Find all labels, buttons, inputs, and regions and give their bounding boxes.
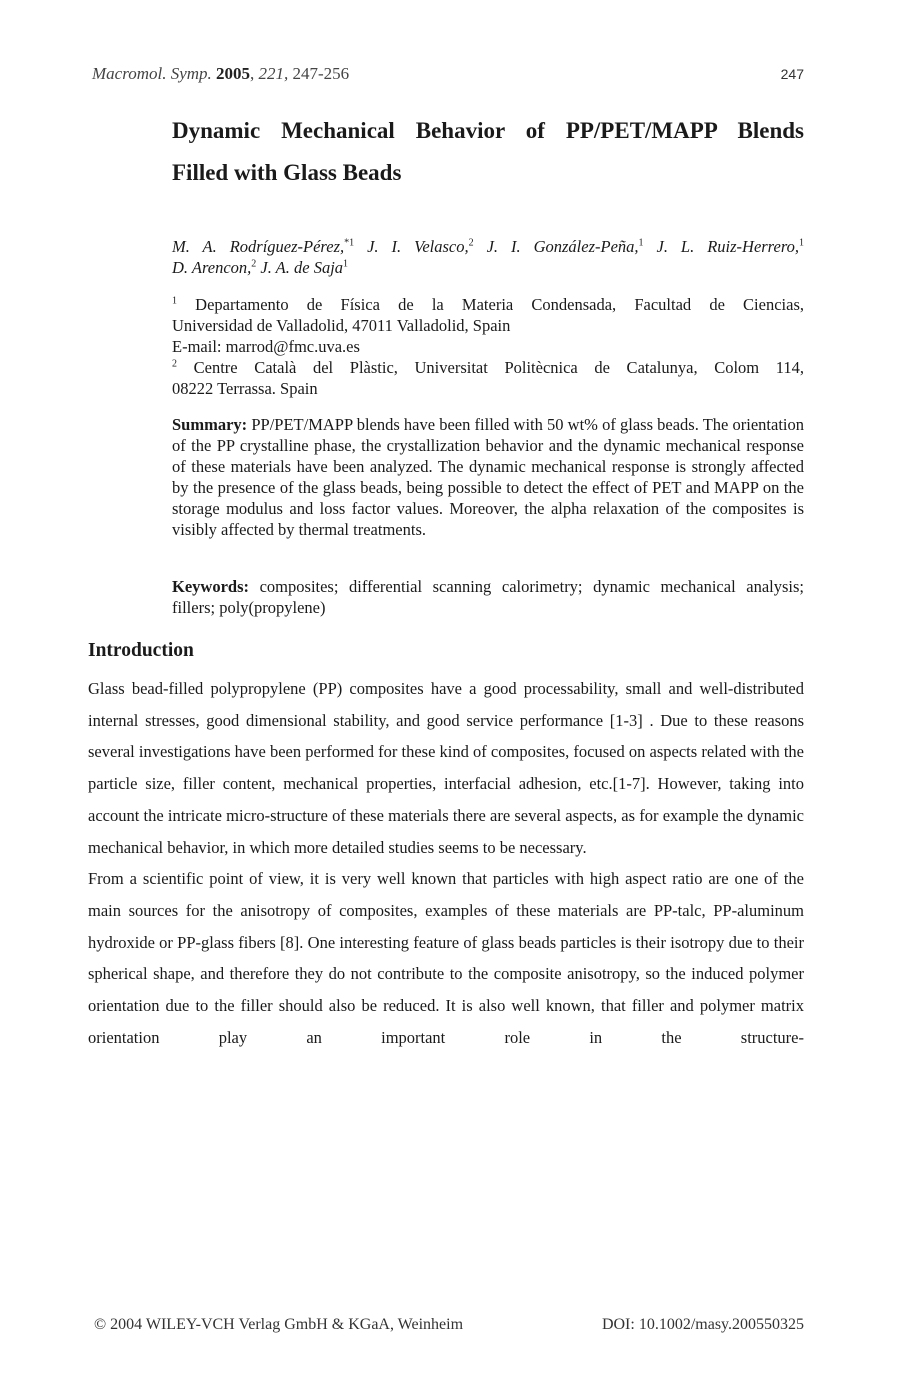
author-list [172,236,804,278]
section-heading-introduction: Introduction [88,640,194,661]
email-address: E-mail: marrod@fmc.uva.es [172,337,360,356]
affiliation-text: Centre Català del Plàstic, Universitat Politècnica de Catalunya, Colom 114, [193,358,805,377]
keywords [172,576,804,618]
author-line-1 [172,236,804,257]
author-name: J. A. de Saja [260,258,344,277]
paper-title [172,110,804,194]
abstract-summary [172,414,804,540]
journal-year: 2005 [216,64,251,83]
summary-text: PP/PET/MAPP blends have been filled with 50 wt% of glass beads. The orientation of the PP crystalline phase, the crystallization behavior and the dynamic mechanical response of these materials have been analyzed. The dynamic mechanical response is strongly affected by the presence of the glass beads, being possible to detect the effect of PET and MAPP on the storage modulus and loss factor values. Moreover, the alpha relaxation of the composites is visibly affected by thermal treatments. [172,415,805,539]
affiliation-text: Departamento de Física de la Materia Condensada, Facultad de Ciencias, [195,295,804,314]
affiliation-2-line-2: 08222 Terrassa. Spain [172,379,318,398]
author-mark: 2 [251,258,257,270]
keywords-text: composites; differential scanning calorimetry; dynamic mechanical analysis; fillers; poly(propylene) [172,577,805,617]
author-mark: 1 [343,258,349,270]
doi: DOI: 10.1002/masy.200550325 [601,1316,804,1333]
author-line-2 [172,257,804,278]
summary-label: Summary: [172,415,248,434]
paragraph: Glass bead-filled polypropylene (PP) composites have a good processability, small and well-distributed internal stresses, good dimensional stability, and good service performance [1-3] . Due to these reasons several investigations have been performed for these kind of composites, focused on aspects related with the particle size, filler content, mechanical properties, interfacial adhesion, etc.[1-7]. However, taking into account the intricate micro-structure of these materials there are several aspects, as for example the dynamic mechanical behavior, in which more detailed studies seems to be necessary. [88,679,804,857]
affiliations [172,294,804,399]
page-footer [94,1316,804,1338]
title-line-2: Filled with Glass Beads [172,160,402,185]
affiliation-1-line-2: Universidad de Valladolid, 47011 Valladolid, Spain [172,316,511,335]
affiliation-mark: 1 [172,295,177,307]
affiliation-2-line-1 [172,357,804,378]
author-name: J. I. González-Peña, [486,237,639,256]
author-name: M. A. Rodríguez-Pérez, [172,237,345,256]
journal-name: Macromol. Symp. [92,64,212,83]
title-line-1: Dynamic Mechanical Behavior of PP/PET/MAPP Blends [172,118,804,143]
author-name: J. I. Velasco, [367,237,469,256]
author-mark: *1 [344,237,355,249]
journal-volume: 221, [258,64,289,83]
author-mark: 2 [468,237,474,249]
keywords-label: Keywords: [172,577,249,596]
copyright-notice: © 2004 WILEY-VCH Verlag GmbH & KGaA, Weinheim [94,1316,464,1333]
author-mark: 1 [799,237,805,249]
author-name: D. Arencon, [172,258,252,277]
journal-citation: Macromol. Symp. 2005, 221, 247-256 [92,64,350,83]
running-header [92,64,804,88]
page-number: 247 [780,66,804,82]
author-mark: 1 [638,237,644,249]
introduction-body [88,673,804,1053]
affiliation-1-line-1 [172,294,804,315]
paragraph: From a scientific point of view, it is very well known that particles with high aspect ratio are one of the main sources for the anisotropy of composites, examples of these materials are PP-talc, PP-aluminum hydroxide or PP-glass fibers [8]. One interesting feature of glass beads particles is their isotropy due to their spherical shape, and therefore they do not contribute to the composite anisotropy, so the induced polymer orientation due to the filler should also be reduced. It is also well known, that filler and polymer matrix orientation play an important role in the structure- [88,869,804,1047]
journal-pages: 247-256 [292,64,350,83]
affiliation-mark: 2 [172,358,177,370]
author-name: J. L. Ruiz-Herrero, [656,237,800,256]
